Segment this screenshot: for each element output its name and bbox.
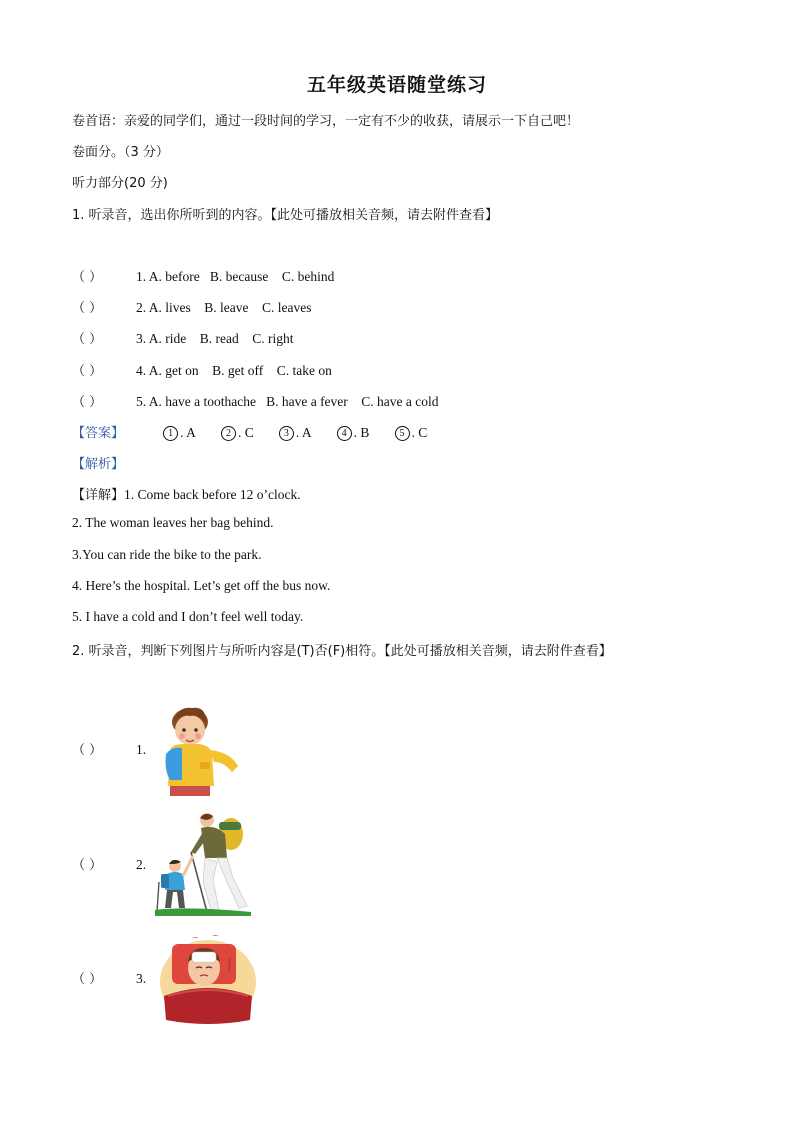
detail-line-2: 2. The woman leaves her bag behind. (72, 515, 274, 530)
answer-blank[interactable]: （ ） (72, 743, 103, 758)
circled-number: 2 (221, 426, 236, 441)
answer-item: 4 . B (337, 425, 370, 441)
q1-item-text: 5. A. have a toothache B. have a fever C. have a cold (136, 394, 439, 409)
q2-item-3: （ ） 3. (72, 968, 146, 987)
detail-line-4: 4. Here’s the hospital. Let’s get off the bus now. (72, 578, 331, 593)
answer-blank[interactable]: （ ） (72, 395, 103, 410)
answer-item: 3 . A (279, 425, 312, 441)
svg-text:~: ~ (192, 933, 199, 942)
detail-line-3: 3.You can ride the bike to the park. (72, 547, 262, 562)
hikers-image (155, 812, 251, 916)
q1-item-text: 2. A. lives B. leave C. leaves (136, 300, 312, 315)
circled-number: 1 (163, 426, 178, 441)
answer-item: 5 . C (395, 425, 428, 441)
boy-jacket-image (160, 700, 244, 796)
answer-blank[interactable]: （ ） (72, 972, 103, 987)
question-1-prompt: 1. 听录音，选出你所听到的内容。【此处可播放相关音频，请去附件查看】 (72, 208, 499, 223)
answer-item: 1 . A (163, 425, 196, 441)
answer-blank[interactable]: （ ） (72, 364, 103, 379)
question-2-prompt: 2. 听录音，判断下列图片与所听内容是(T)否(F)相符。【此处可播放相关音频，请去附件查看】 (72, 644, 612, 659)
answer-label: 【答案】 (72, 426, 125, 441)
sick-child-image (158, 930, 258, 1026)
svg-text:~: ~ (212, 931, 219, 940)
q1-item-4 (72, 360, 332, 379)
q1-item-1 (72, 266, 334, 285)
listening-section-heading: 听力部分(20 分) (72, 176, 168, 191)
q2-item-2: （ ） 2. (72, 854, 146, 873)
q1-item-2 (72, 297, 311, 316)
page-title: 五年级英语随堂练习 (306, 74, 487, 96)
q1-item-5 (72, 391, 439, 410)
circled-number: 3 (279, 426, 294, 441)
answer-blank[interactable]: （ ） (72, 270, 103, 285)
q1-item-text: 4. A. get on B. get off C. take on (136, 363, 332, 378)
detail-line-5: 5. I have a cold and I don’t feel well today. (72, 609, 304, 624)
intro-text: 卷首语：亲爱的同学们，通过一段时间的学习，一定有不少的收获，请展示一下自己吧！ (72, 114, 580, 129)
presentation-score: 卷面分。（3 分） (72, 145, 169, 160)
q1-item-text: 1. A. before B. because C. behind (136, 269, 335, 284)
answer-row (72, 422, 447, 441)
analysis-label: 【解析】 (72, 457, 125, 472)
q1-item-text: 3. A. ride B. read C. right (136, 331, 294, 346)
q2-item-1: （ ） 1. (72, 739, 146, 758)
answer-blank[interactable]: （ ） (72, 301, 103, 316)
circled-number: 4 (337, 426, 352, 441)
detail-label: 【详解】 (72, 488, 125, 503)
q1-item-3 (72, 328, 293, 347)
answer-blank[interactable]: （ ） (72, 332, 103, 347)
circled-number: 5 (395, 426, 410, 441)
answer-item: 2 . C (221, 425, 254, 441)
answer-blank[interactable]: （ ） (72, 858, 103, 873)
detail-line-1: 【详解】1. Come back before 12 o’clock. (72, 487, 301, 503)
